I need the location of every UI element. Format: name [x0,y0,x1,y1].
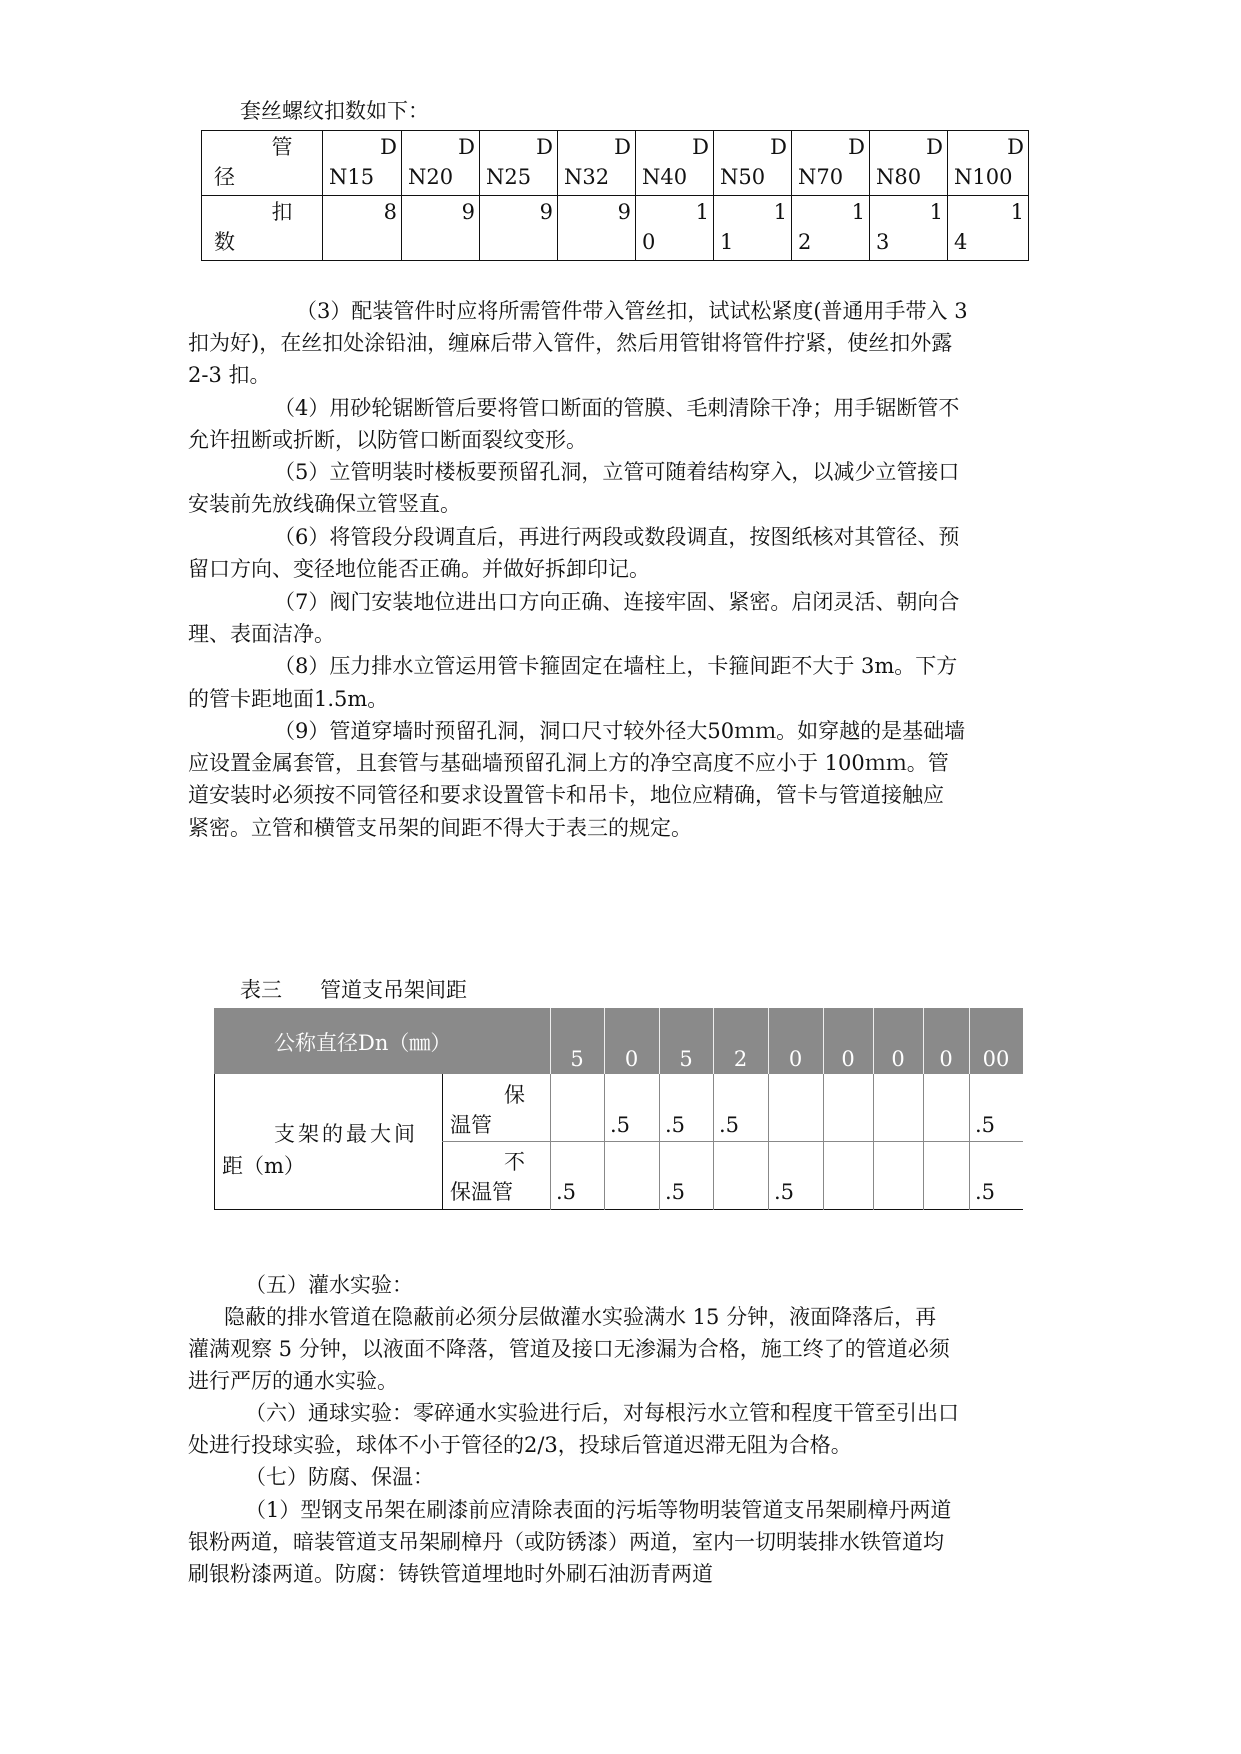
size-cell: D N80 [870,131,948,196]
size-cell: D N20 [402,131,480,196]
header-value: 0 [788,1047,803,1071]
uninsulated-value: .5 [665,1180,686,1204]
header-value: 0 [939,1047,953,1071]
size-cell: D N15 [323,131,402,196]
row-label-line2: 距（m） [222,1154,305,1178]
count-cell: 1 0 [636,196,714,261]
section5-line: 隐蔽的排水管道在隐蔽前必须分层做灌水实验满水 15 分钟，液面降落后，再 [224,1305,937,1329]
section6-line: 处进行投球实验，球体不小于管径的2/3，投球后管道迟滞无阻为合格。 [188,1433,852,1457]
paragraph-line: （3）配装管件时应将所需管件带入管丝扣，试试松紧度(普通用手带入 3 [296,299,968,323]
paragraph-line: 的管卡距地面1.5m。 [188,687,389,711]
header-value: 0 [891,1047,905,1071]
uninsulated-value: .5 [774,1180,795,1204]
insulated-label-bottom: 温管 [450,1113,492,1137]
size-cell: D N32 [558,131,636,196]
row-label-line1: 支架的最大间 [274,1122,418,1146]
pipe-support-spacing-table [214,1008,1023,1210]
paragraph-line: （5）立管明装时楼板要预留孔洞，立管可随着结构穿入，以减少立管接口 [274,460,960,484]
section6-line: （六）通球实验：零碎通水实验进行后，对每根污水立管和程度干管至引出口 [245,1401,959,1425]
count-cell: 1 2 [792,196,870,261]
count-cell: 1 1 [714,196,792,261]
size-cell: D N40 [636,131,714,196]
paragraph-line: （8）压力排水立管运用管卡箍固定在墙柱上，卡箍间距不大于 3m。下方 [274,654,958,678]
uninsulated-label-top: 不 [504,1150,525,1174]
paragraph-line: （7）阀门安装地位进出口方向正确、连接牢固、紧密。启闭灵活、朝向合 [274,590,960,614]
count-cell: 8 [323,196,402,261]
table-row [202,131,1029,196]
section5-title: （五）灌水实验： [245,1273,413,1297]
table3-header [214,1008,1023,1074]
header-value: 0 [841,1047,855,1071]
paragraph-line: 道安装时必须按不同管径和要求设置管卡和吊卡，地位应精确，管卡与管道接触应 [188,783,944,807]
table3-caption-title: 管道支吊架间距 [320,978,467,1002]
paragraph-line: （6）将管段分段调直后，再进行两段或数段调直，按图纸核对其管径、预 [274,525,960,549]
paragraph-line: 扣为好)，在丝扣处涂铅油，缠麻后带入管件，然后用管钳将管件拧紧，使丝扣外露 [188,331,953,355]
insulated-label-top: 保 [504,1083,525,1107]
paragraph-line: 安装前先放线确保立管竖直。 [188,492,461,516]
section5-line: 进行严厉的通水实验。 [188,1369,398,1393]
count-cell: 9 [402,196,480,261]
paragraph-line: （4）用砂轮锯断管后要将管口断面的管膜、毛刺清除干净；用手锯断管不 [274,396,960,420]
count-cell: 9 [558,196,636,261]
count-cell: 1 3 [870,196,948,261]
uninsulated-value: .5 [556,1180,577,1204]
insulated-value: .5 [610,1113,631,1137]
paragraph-line: 应设置金属套管，且套管与基础墙预留孔洞上方的净空高度不应小于 100ｍｍ。管 [188,751,949,775]
paragraph-line: 紧密。立管和横管支吊架的间距不得大于表三的规定。 [188,816,692,840]
thread-count-table [201,130,1029,261]
header-value: 2 [733,1047,748,1071]
header-value: 5 [679,1047,693,1071]
size-cell: D N50 [714,131,792,196]
section7-title: （七）防腐、保温： [245,1465,434,1489]
uninsulated-label-bottom: 保温管 [450,1180,513,1204]
size-cell: D N70 [792,131,870,196]
intro-text: 套丝螺纹扣数如下： [240,99,429,123]
count-cell: 9 [480,196,558,261]
nominal-diameter-label: 公称直径Dn（㎜） [274,1031,452,1055]
section5-line: 灌满观察 5 分钟，以液面不降落，管道及接口无渗漏为合格，施工终了的管道必须 [188,1337,950,1361]
insulated-value: .5 [975,1113,996,1137]
insulated-value: .5 [719,1113,740,1137]
header-value: 5 [570,1047,584,1071]
insulated-value: .5 [665,1113,686,1137]
paragraph-line: 2-3 扣。 [188,363,271,387]
section7-line: （1）型钢支吊架在刷漆前应清除表面的污垢等物明装管道支吊架刷樟丹两道 [245,1498,952,1522]
section7-line: 刷银粉漆两道。防腐：铸铁管道埋地时外刷石油沥青两道 [188,1562,713,1586]
table3-caption-number: 表三 [240,978,282,1002]
size-cell: D N25 [480,131,558,196]
size-cell: D N100 [948,131,1029,196]
paragraph-line: 允许扭断或折断，以防管口断面裂纹变形。 [188,428,587,452]
count-cell: 1 4 [948,196,1029,261]
uninsulated-value: .5 [975,1180,996,1204]
count-label-cell: 扣 数 [202,196,323,261]
section7-line: 银粉两道，暗装管道支吊架刷樟丹（或防锈漆）两道，室内一切明装排水铁管道均 [188,1530,944,1554]
header-label-cell: 管 径 [202,131,323,196]
paragraph-line: 留口方向、变径地位能否正确。并做好拆卸印记。 [188,557,650,581]
table-row [202,196,1029,261]
paragraph-line: （9）管道穿墙时预留孔洞，洞口尺寸较外径大50ｍｍ。如穿越的是基础墙 [274,719,966,743]
header-value: 00 [982,1047,1010,1071]
paragraph-line: 理、表面洁净。 [188,622,335,646]
header-value: 0 [624,1047,639,1071]
